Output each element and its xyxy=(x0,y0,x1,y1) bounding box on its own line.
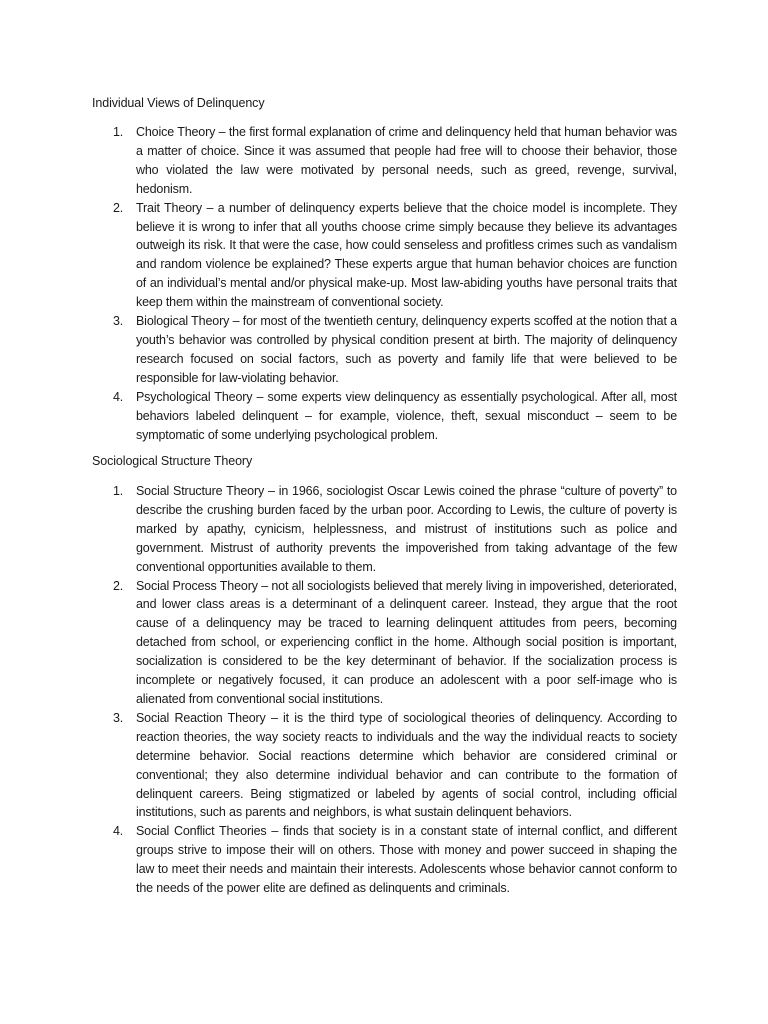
list-item-number: 2. xyxy=(113,200,124,215)
list-item-number: 1. xyxy=(113,484,124,498)
list-item xyxy=(0,709,677,822)
list-item-text: Biological Theory – for most of the twentieth century, delinquency experts scoffed at the notion that a youth’s behavior was controlled by physical condition present at birth. The majority of delinquency research focused on social factors, such as poverty and family life that were believed to be responsible for law-violating behavior. xyxy=(136,314,677,385)
list-item xyxy=(0,822,677,898)
list-item-number: 3. xyxy=(113,710,124,725)
list-item-number: 3. xyxy=(113,314,124,329)
list-item-number: 4. xyxy=(113,824,124,839)
list-item xyxy=(0,577,677,709)
list-item-text: Social Reaction Theory – it is the third type of sociological theories of delinquency. According to reaction theories, the way society reacts to individuals and the way the individual reacts to society determine behavior. Social reactions determine which behavior are considered criminal or conventional; they also determine individual behavior and can contribute to the formation of delinquent careers. Being stigmatized or labeled by agents of social control, including official institutions, such as parents and neighbors, is what sustain delinquent behaviors. xyxy=(136,710,677,820)
individual-views-list xyxy=(0,123,768,444)
list-item-text: Social Structure Theory – in 1966, sociologist Oscar Lewis coined the phrase “culture of poverty” to describe the crushing burden faced by the urban poor. According to Lewis, the culture of poverty is marked by apathy, cynicism, helplessness, and mistrust of institutions such as police and government. Mistrust of authority prevents the impoverished from taking advantage of the few conventional opportunities available to them. xyxy=(136,484,677,574)
list-item xyxy=(0,482,677,577)
section-heading-individual-views: Individual Views of Delinquency xyxy=(92,96,265,110)
list-item-text: Choice Theory – the first formal explanation of crime and delinquency held that human behavior was a matter of choice. Since it was assumed that people had free will to choose their behavior, those who violated the law were motivated by personal needs, such as greed, revenge, survival, hedonism. xyxy=(136,125,677,196)
list-item xyxy=(0,388,677,445)
list-item xyxy=(0,312,677,388)
list-item-text: Psychological Theory – some experts view delinquency as essentially psychological. After all, most behaviors labeled delinquent – for example, violence, theft, sexual misconduct – seem to be symptomatic of some underlying psychological problem. xyxy=(136,389,677,442)
list-item-text: Trait Theory – a number of delinquency experts believe that the choice model is incomplete. They believe it is wrong to infer that all youths choose crime simply because they believe its advantages outweigh its risk. It that were the case, how could senseless and profitless crimes such as vandalism and random violence be explained? These experts argue that human behavior choices are function of an individual’s mental and/or physical make-up. Most law-abiding youths have personal traits that keep them within the mainstream of conventional society. xyxy=(136,200,677,310)
sociological-structure-list xyxy=(0,482,768,898)
list-item-text: Social Process Theory – not all sociologists believed that merely living in impoverished, deteriorated, and lower class areas is a determinant of a delinquent career. Instead, they argue that the root cause of a delinquency may be traced to learning delinquent attitudes from peers, becoming detached from school, or experiencing conflict in the home. Although social position is important, socialization is considered to be the key determinant of behavior. If the socialization process is incomplete or negatively focused, it can produce an adolescent with a poor self-image who is alienated from conventional social institutions. xyxy=(136,578,677,706)
list-item xyxy=(0,123,677,199)
section-heading-sociological-structure: Sociological Structure Theory xyxy=(92,454,253,468)
list-item xyxy=(0,199,677,312)
list-item-number: 2. xyxy=(113,578,124,593)
list-item-number: 4. xyxy=(113,389,124,404)
list-item-text: Social Conflict Theories – finds that society is in a constant state of internal conflict, and different groups strive to impose their will on others. Those with money and power succeed in shaping the law to meet their needs and maintain their interests. Adolescents whose behavior cannot conform to the needs of the power elite are defined as delinquents and criminals. xyxy=(136,824,677,896)
list-item-number: 1. xyxy=(113,125,124,139)
